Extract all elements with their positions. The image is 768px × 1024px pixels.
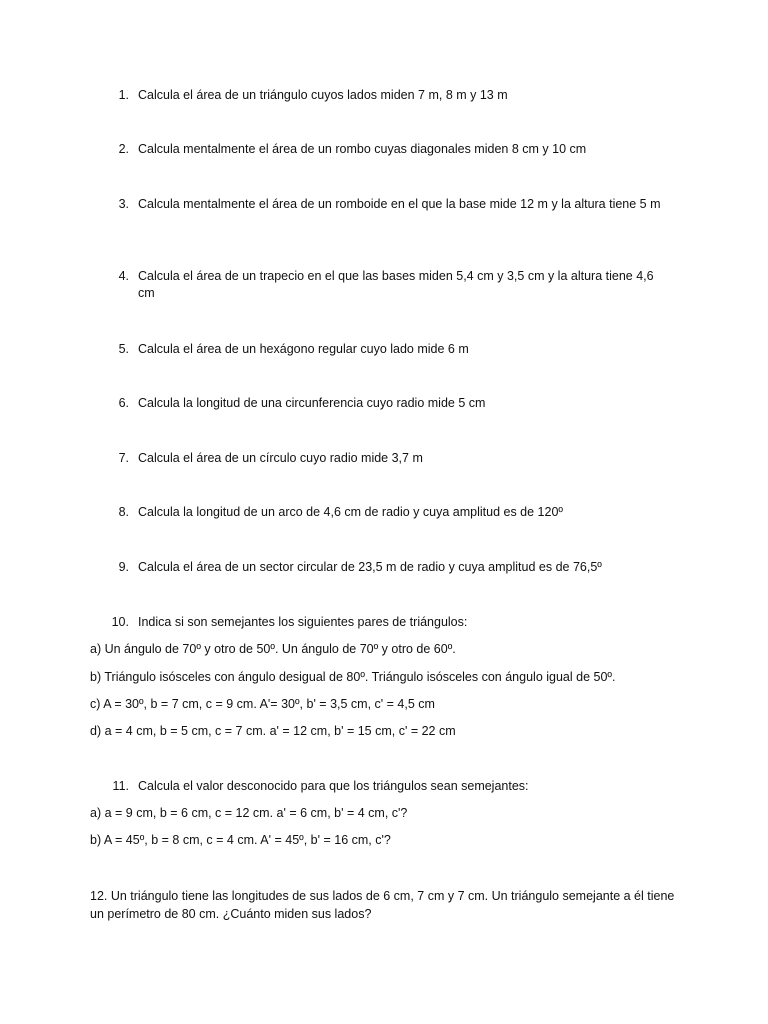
exercise-11-part-b: b) A = 45º, b = 8 cm, c = 4 cm. A' = 45º, b' = 16 cm, c'? bbox=[90, 833, 391, 847]
exercise-text: Calcula mentalmente el área de un rombo cuyas diagonales miden 8 cm y 10 cm bbox=[138, 142, 587, 156]
exercise-10-part-a: a) Un ángulo de 70º y otro de 50º. Un ángulo de 70º y otro de 60º. bbox=[90, 642, 456, 656]
exercise-number: 6. bbox=[118, 396, 129, 410]
exercise-number: 11. bbox=[112, 779, 129, 793]
exercise-text: Indica si son semejantes los siguientes pares de triángulos: bbox=[138, 615, 468, 629]
exercise-number: 8. bbox=[118, 505, 129, 519]
exercise-10-part-c: c) A = 30º, b = 7 cm, c = 9 cm. A'= 30º, b' = 3,5 cm, c' = 4,5 cm bbox=[90, 697, 435, 711]
exercise-number: 4. bbox=[118, 269, 129, 283]
exercise-text: Calcula el área de un triángulo cuyos lados miden 7 m, 8 m y 13 m bbox=[138, 88, 508, 102]
exercise-11-part-a: a) a = 9 cm, b = 6 cm, c = 12 cm. a' = 6 cm, b' = 4 cm, c'? bbox=[90, 806, 408, 820]
exercise-text: Calcula el área de un sector circular de 23,5 m de radio y cuya amplitud es de 76,5º bbox=[138, 560, 602, 574]
exercise-number: 1. bbox=[118, 88, 129, 102]
exercise-number: 2. bbox=[118, 142, 129, 156]
exercise-10-part-d: d) a = 4 cm, b = 5 cm, c = 7 cm. a' = 12 cm, b' = 15 cm, c' = 22 cm bbox=[90, 724, 456, 738]
exercise-text: Calcula mentalmente el área de un romboide en el que la base mide 12 m y la altura tiene 5 m bbox=[138, 197, 661, 211]
exercise-text: Calcula la longitud de un arco de 4,6 cm de radio y cuya amplitud es de 120º bbox=[138, 505, 563, 519]
exercise-number: 7. bbox=[118, 451, 129, 465]
exercise-number: 5. bbox=[118, 342, 129, 356]
exercise-10-part-b: b) Triángulo isósceles con ángulo desigual de 80º. Triángulo isósceles con ángulo igual de 50º. bbox=[90, 670, 616, 684]
exercise-text: Calcula el área de un trapecio en el que las bases miden 5,4 cm y 3,5 cm y la altura tiene 4,6 cm bbox=[138, 269, 654, 300]
exercise-number: 10. bbox=[111, 615, 129, 629]
exercise-text: Calcula el valor desconocido para que los triángulos sean semejantes: bbox=[138, 779, 529, 793]
exercise-12: 12. Un triángulo tiene las longitudes de sus lados de 6 cm, 7 cm y 7 cm. Un triángulo semejante a él tiene un perímetro de 80 cm. ¿Cuánto miden sus lados? bbox=[90, 889, 675, 921]
exercise-text: Calcula el área de un hexágono regular cuyo lado mide 6 m bbox=[138, 342, 469, 356]
exercise-number: 3. bbox=[118, 197, 129, 211]
exercise-text: Calcula el área de un círculo cuyo radio mide 3,7 m bbox=[138, 451, 423, 465]
exercise-text: Calcula la longitud de una circunferencia cuyo radio mide 5 cm bbox=[138, 396, 486, 410]
exercise-number: 9. bbox=[118, 560, 129, 574]
